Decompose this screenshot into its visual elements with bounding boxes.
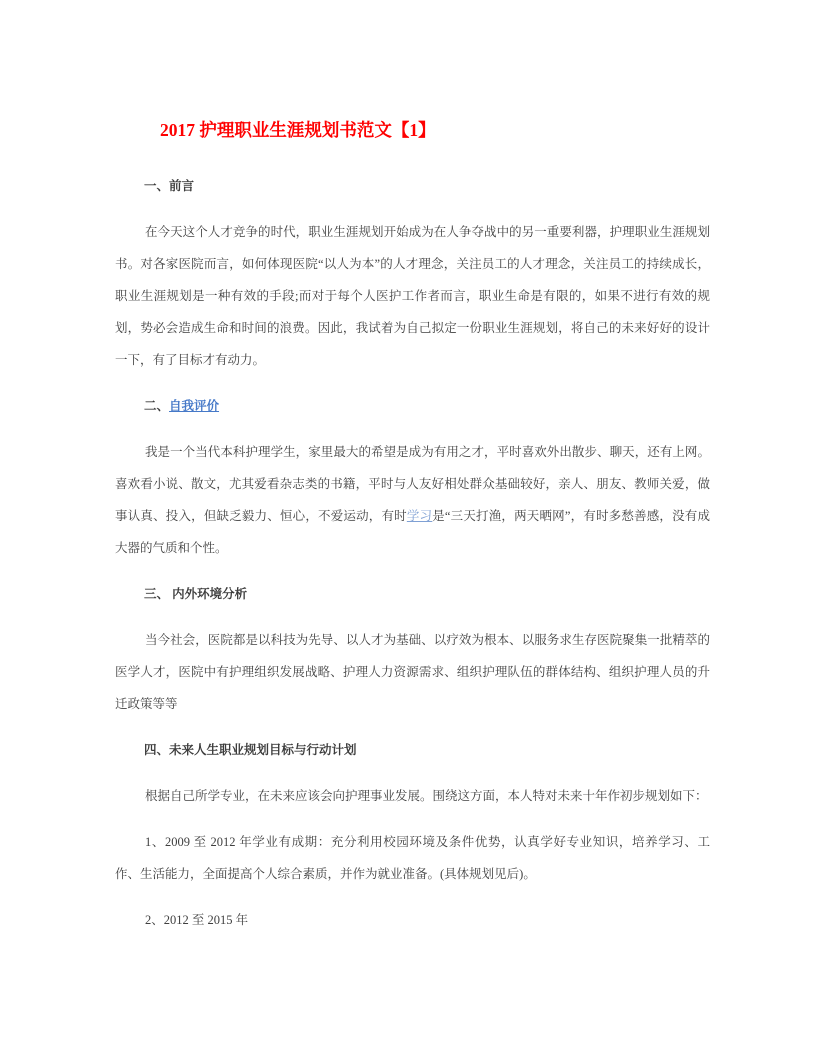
heading-number-prefix: 二、 — [144, 399, 170, 413]
paragraph-self-evaluation — [115, 436, 710, 564]
section-heading-environment-analysis: 三、 内外环境分析 — [144, 587, 248, 601]
paragraph-plan-item-2: 2、2012 至 2015 年 — [145, 913, 249, 927]
section-heading-self-evaluation — [144, 390, 710, 422]
self-evaluation-text-after: 是“三天打渔，两天晒网”，有时多愁善感，没有成大器的气质和个性。 — [115, 509, 710, 555]
section-heading-preface: 一、前言 — [144, 179, 195, 193]
paragraph-plan-item-1: 1、2009 至 2012 年学业有成期：充分利用校园环境及条件优势，认真学好专业知识，培养学习、工作、生活能力，全面提高个人综合素质，并作为就业准备。(具体规划见后)。 — [115, 835, 710, 881]
paragraph-environment-analysis: 当今社会，医院都是以科技为先导、以人才为基础、以疗效为根本、以服务求生存医院聚集一批精萃的医学人才，医院中有护理组织发展战略、护理人力资源需求、组织护理队伍的群体结构、组织护理人员的升迁政策等等 — [115, 633, 710, 711]
study-inline-link[interactable]: 学习 — [406, 509, 433, 523]
paragraph-preface: 在今天这个人才竞争的时代，职业生涯规划开始成为在人争夺战中的另一重要利器，护理职业生涯规划书。对各家医院而言，如何体现医院“以人为本”的人才理念，关注员工的人才理念，关注员工的持续成长，职业生涯规划是一种有效的手段;而对于每个人医护工作者而言，职业生命是有限的，如果不进行有效的规划，势必会造成生命和时间的浪费。因此，我试着为自己拟定一份职业生涯规划，将自己的未来好好的设计一下，有了目标才有动力。 — [115, 225, 710, 367]
section-heading-future-plan: 四、未来人生职业规划目标与行动计划 — [144, 743, 357, 757]
self-evaluation-text-before: 我是一个当代本科护理学生，家里最大的希望是成为有用之才，平时喜欢外出散步、聊天，还有上网。喜欢看小说、散文，尤其爱看杂志类的书籍，平时与人友好相处群众基础较好，亲人、朋友、教师关爱，做事认真、投入，但缺乏毅力、恒心，不爱运动，有时 — [115, 445, 710, 523]
self-evaluation-link[interactable]: 自我评价 — [169, 399, 220, 413]
paragraph-future-plan-intro: 根据自己所学专业，在未来应该会向护理事业发展。围绕这方面，本人特对未来十年作初步规划如下： — [145, 789, 708, 803]
document-title: 2017 护理职业生涯规划书范文【1】 — [160, 120, 436, 140]
